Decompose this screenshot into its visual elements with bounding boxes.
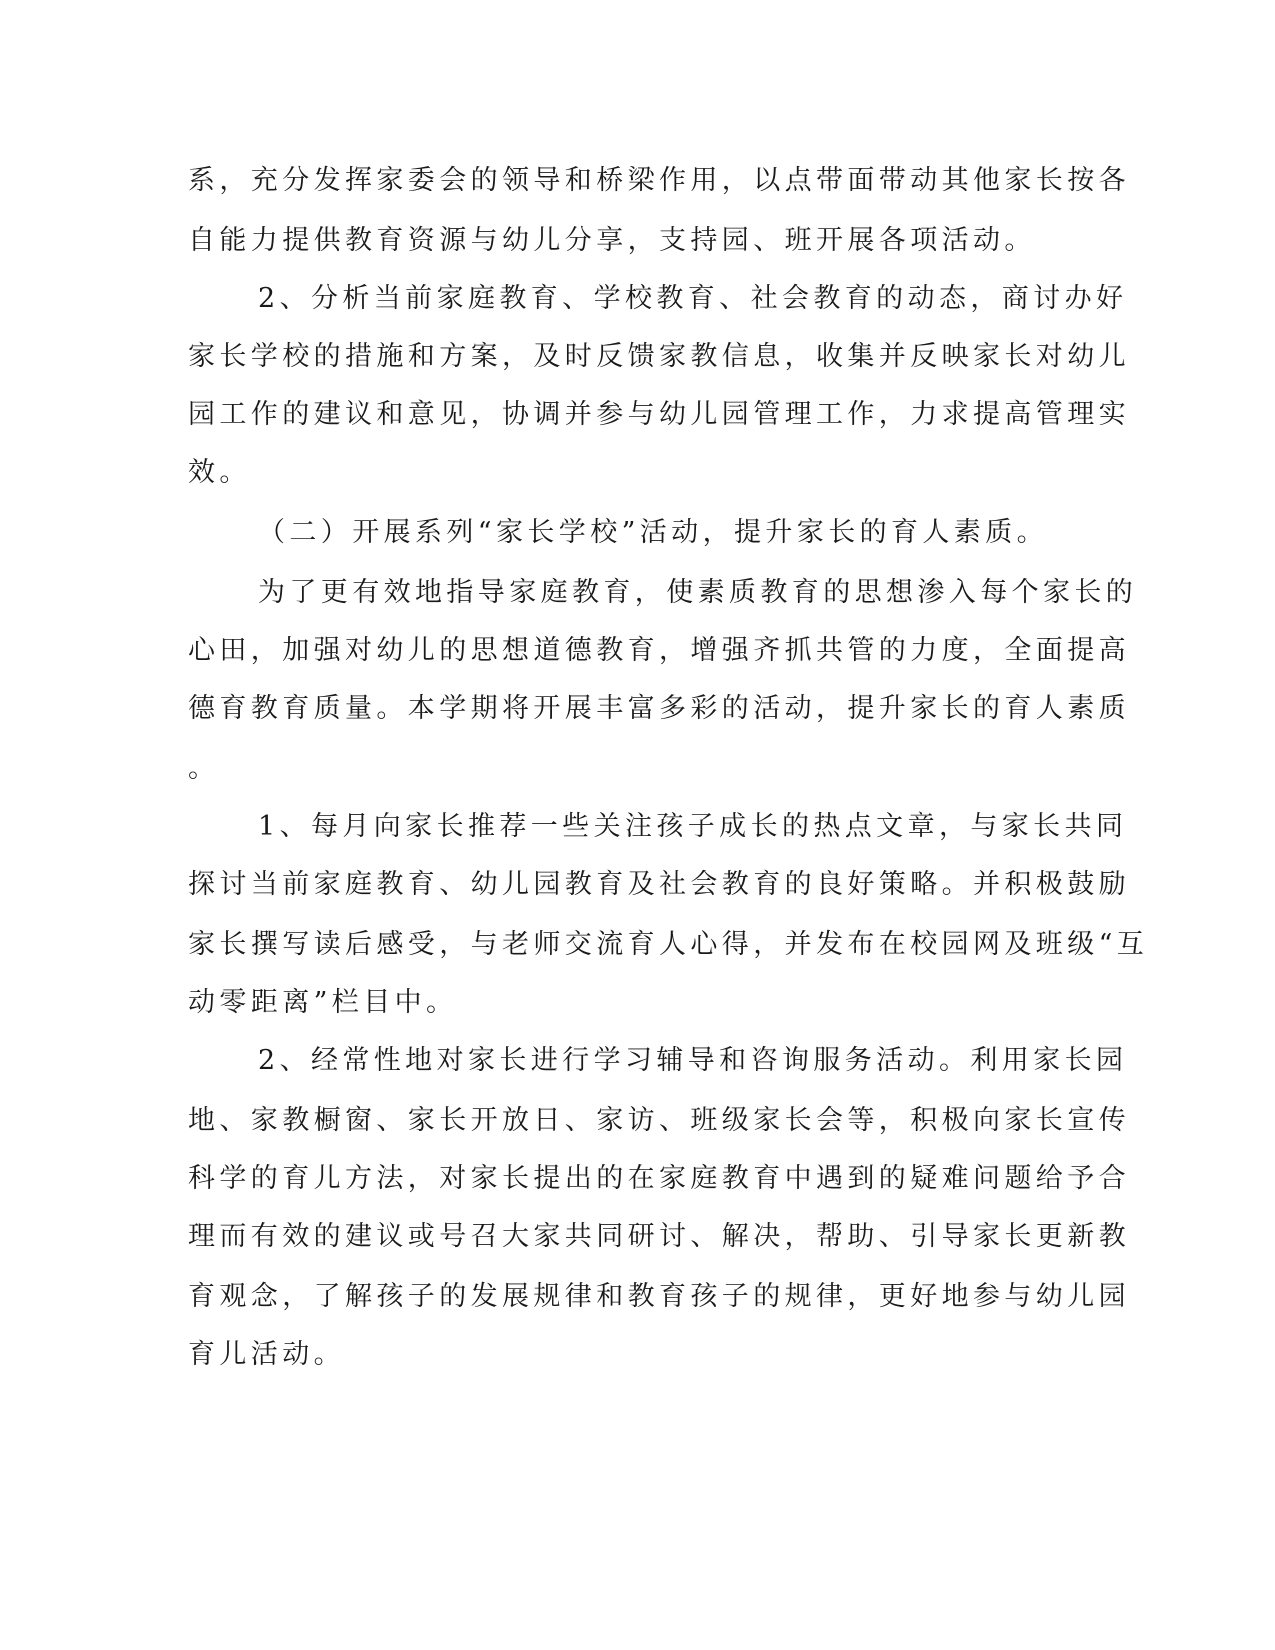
text-line: 系，充分发挥家委会的领导和桥梁作用，以点带面带动其他家长按各 — [188, 165, 1130, 196]
paragraph-start-line: 为了更有效地指导家庭教育，使素质教育的思想渗入每个家长的 — [258, 577, 1138, 608]
text-line: 家长撰写读后感受，与老师交流育人心得，并发布在校园网及班级“互 — [188, 929, 1149, 960]
text-line: 家长学校的措施和方案，及时反馈家教信息，收集并反映家长对幼儿 — [188, 341, 1130, 372]
paragraph-start-line: 1、每月向家长推荐一些关注孩子成长的热点文章，与家长共同 — [258, 811, 1128, 842]
text-line: 园工作的建议和意见，协调并参与幼儿园管理工作，力求提高管理实 — [188, 399, 1130, 430]
text-line: 心田，加强对幼儿的思想道德教育，增强齐抓共管的力度，全面提高 — [188, 635, 1130, 666]
text-line: 德育教育质量。本学期将开展丰富多彩的活动，提升家长的育人素质 — [188, 693, 1130, 724]
paragraph-start-line: 2、经常性地对家长进行学习辅导和咨询服务活动。利用家长园 — [258, 1045, 1128, 1076]
text-line: 育观念，了解孩子的发展规律和教育孩子的规律，更好地参与幼儿园 — [188, 1281, 1130, 1312]
text-line: 理而有效的建议或号召大家共同研讨、解决，帮助、引导家长更新教 — [188, 1221, 1130, 1252]
text-line: 地、家教橱窗、家长开放日、家访、班级家长会等，积极向家长宣传 — [188, 1105, 1130, 1136]
text-line: 探讨当前家庭教育、幼儿园教育及社会教育的良好策略。并积极鼓励 — [188, 869, 1130, 900]
text-line: 科学的育儿方法，对家长提出的在家庭教育中遇到的疑难问题给予合 — [188, 1163, 1130, 1194]
section-heading: （二）开展系列“家长学校”活动，提升家长的育人素质。 — [258, 517, 1049, 548]
text-line: 效。 — [188, 457, 251, 488]
text-line: 自能力提供教育资源与幼儿分享，支持园、班开展各项活动。 — [188, 225, 1036, 256]
paragraph-start-line: 2、分析当前家庭教育、学校教育、社会教育的动态，商讨办好 — [258, 283, 1128, 314]
text-line: 。 — [188, 753, 220, 784]
text-line: 动零距离”栏目中。 — [188, 987, 458, 1018]
text-line: 育儿活动。 — [188, 1339, 345, 1370]
